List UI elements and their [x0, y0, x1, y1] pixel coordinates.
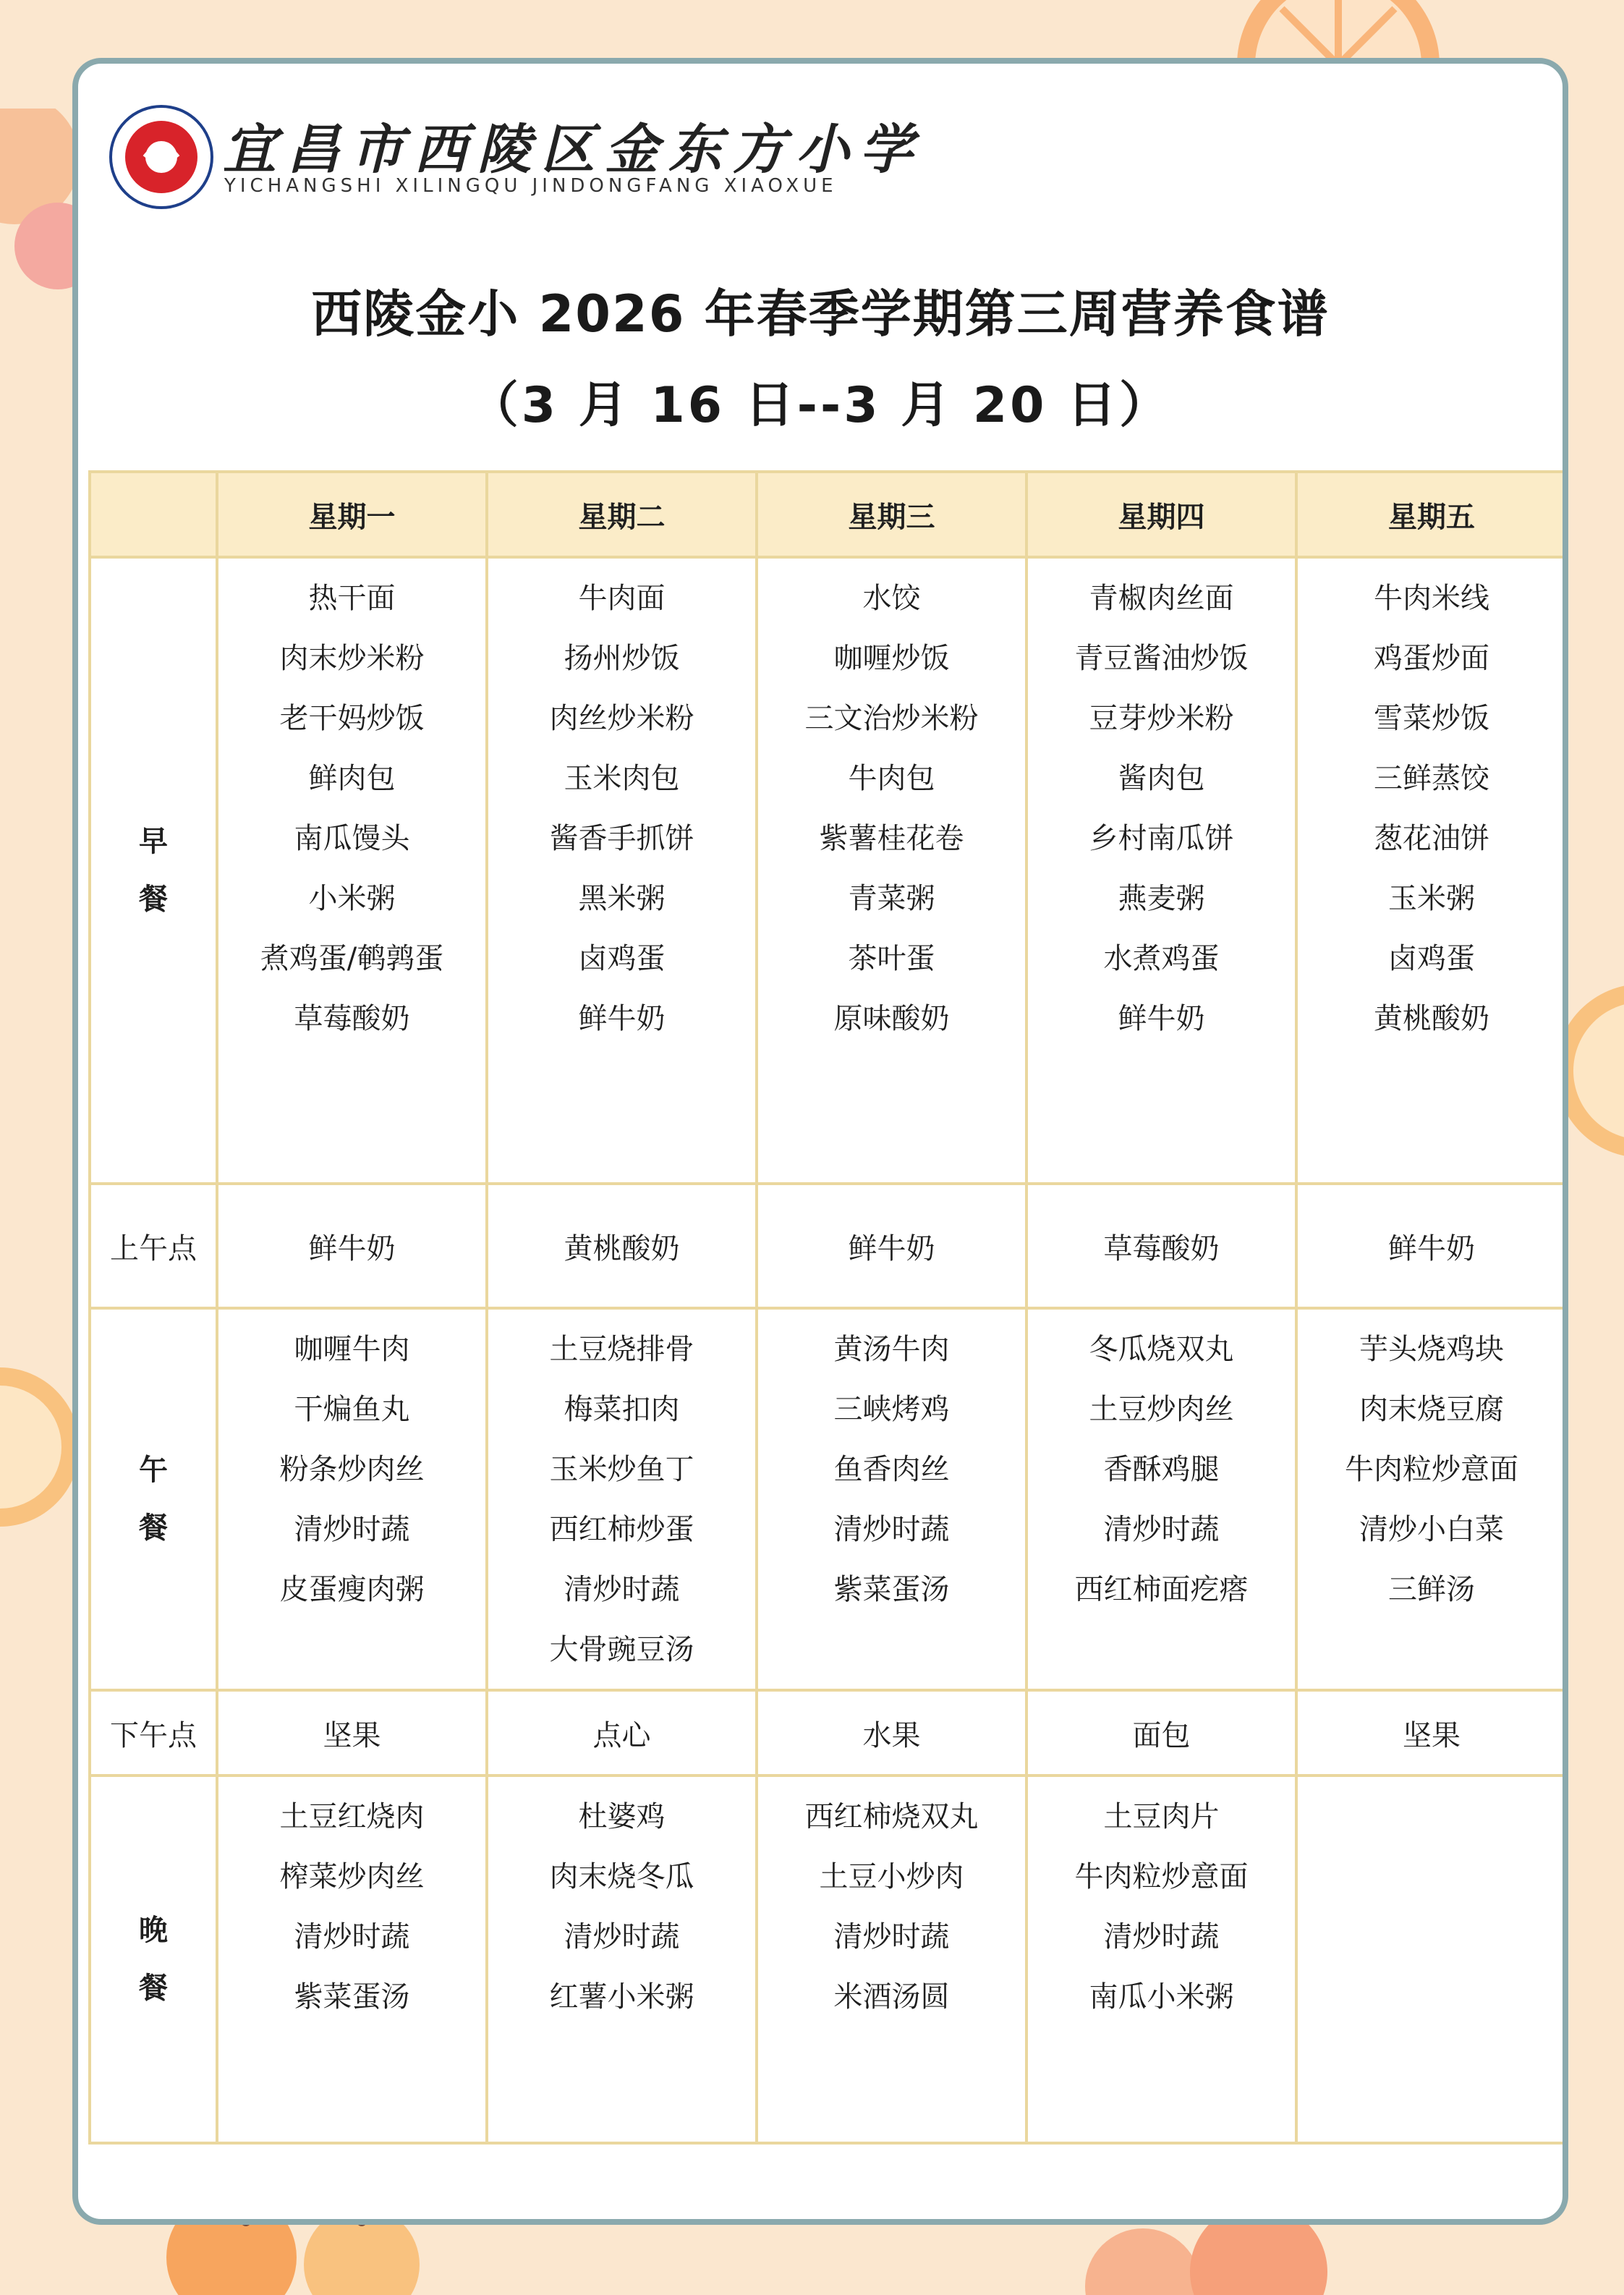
school-name-en: YICHANGSHI XILINGQU JINDONGFANG XIAOXUE — [224, 175, 838, 197]
lunch-row — [90, 1308, 1567, 1690]
menu-item: 鲜牛奶 — [578, 1002, 666, 1035]
menu-card — [72, 58, 1568, 2225]
afternoon-snack-cell: 水果 — [757, 1690, 1026, 1776]
menu-item: 茶叶蛋 — [848, 942, 935, 975]
menu-item: 冬瓜烧双丸 — [1089, 1333, 1234, 1366]
menu-item: 青椒肉丝面 — [1089, 582, 1234, 615]
menu-item: 三峡烤鸡 — [833, 1393, 950, 1426]
menu-item: 鲜肉包 — [308, 762, 396, 795]
menu-item: 酱肉包 — [1118, 762, 1205, 795]
menu-item: 水饺 — [862, 582, 921, 615]
dinner-label: 晚 餐 — [90, 1776, 217, 2143]
menu-item: 豆芽炒米粉 — [1089, 702, 1234, 735]
menu-item: 玉米肉包 — [564, 762, 680, 795]
menu-item: 西红柿面疙瘩 — [1074, 1573, 1249, 1606]
morning-snack-cell: 鲜牛奶 — [757, 1184, 1026, 1308]
menu-item: 西红柿烧双丸 — [804, 1800, 979, 1833]
menu-item: 肉末烧豆腐 — [1359, 1393, 1504, 1426]
menu-item: 清炒时蔬 — [294, 1513, 410, 1546]
menu-item: 黄汤牛肉 — [833, 1333, 950, 1366]
day-header: 星期二 — [487, 472, 757, 557]
menu-item: 肉丝炒米粉 — [549, 702, 694, 735]
menu-item: 酱香手抓饼 — [549, 822, 694, 855]
day-header: 星期三 — [757, 472, 1026, 557]
menu-item: 燕麦粥 — [1118, 882, 1205, 915]
page-title: 西陵金小 2026 年春季学期第三周营养食谱 — [311, 284, 1330, 344]
school-logo-icon — [109, 104, 214, 210]
menu-item: 扬州炒饭 — [564, 642, 680, 675]
menu-item: 鱼香肉丝 — [833, 1453, 950, 1486]
menu-item: 草莓酸奶 — [294, 1002, 410, 1035]
menu-item: 土豆红烧肉 — [279, 1800, 425, 1833]
header-row — [90, 472, 1567, 557]
menu-table — [88, 470, 1568, 2145]
day-header: 星期五 — [1296, 472, 1567, 557]
menu-item: 玉米炒鱼丁 — [549, 1453, 694, 1486]
menu-item: 榨菜炒肉丝 — [279, 1860, 425, 1893]
dinner-cell — [1026, 1776, 1296, 2143]
menu-item: 土豆肉片 — [1103, 1800, 1220, 1833]
menu-item: 肉末炒米粉 — [279, 642, 425, 675]
menu-item: 紫菜蛋汤 — [833, 1573, 950, 1606]
menu-item: 黄桃酸奶 — [1374, 1002, 1489, 1035]
breakfast-row — [90, 557, 1567, 1184]
dinner-cell — [757, 1776, 1026, 2143]
menu-item: 清炒时蔬 — [564, 1920, 680, 1953]
breakfast-cell — [487, 557, 757, 1184]
morning-snack-cell: 鲜牛奶 — [217, 1184, 487, 1308]
afternoon-snack-cell: 坚果 — [217, 1690, 487, 1776]
menu-item: 紫菜蛋汤 — [294, 1980, 410, 2014]
breakfast-label: 早 餐 — [90, 557, 217, 1184]
school-name-cn: 宜昌市西陵区金东方小学 — [223, 119, 923, 181]
menu-item: 土豆烧排骨 — [549, 1333, 694, 1366]
menu-item: 红薯小米粥 — [549, 1980, 694, 2014]
menu-item: 黑米粥 — [578, 882, 666, 915]
menu-item: 皮蛋瘦肉粥 — [279, 1573, 425, 1606]
menu-item: 大骨豌豆汤 — [549, 1633, 694, 1666]
menu-item: 卤鸡蛋 — [1388, 942, 1475, 975]
header-corner — [90, 472, 217, 557]
menu-item: 紫薯桂花卷 — [819, 822, 964, 855]
menu-item: 原味酸奶 — [833, 1002, 950, 1035]
morning-snack-row — [90, 1184, 1567, 1308]
menu-item: 土豆炒肉丝 — [1089, 1393, 1234, 1426]
menu-item: 咖喱炒饭 — [833, 642, 950, 675]
menu-item: 牛肉面 — [578, 582, 666, 615]
afternoon-snack-cell: 面包 — [1026, 1690, 1296, 1776]
menu-item: 三鲜蒸饺 — [1374, 762, 1489, 795]
afternoon-snack-cell: 点心 — [487, 1690, 757, 1776]
menu-item: 煮鸡蛋/鹌鹑蛋 — [260, 942, 444, 975]
menu-item: 鸡蛋炒面 — [1374, 642, 1489, 675]
menu-item: 清炒时蔬 — [833, 1513, 950, 1546]
menu-item: 青菜粥 — [848, 882, 935, 915]
menu-item: 咖喱牛肉 — [294, 1333, 410, 1366]
menu-item: 小米粥 — [308, 882, 396, 915]
breakfast-cell — [1026, 557, 1296, 1184]
dinner-row — [90, 1776, 1567, 2143]
breakfast-cell — [1296, 557, 1567, 1184]
menu-item: 鲜牛奶 — [1118, 1002, 1205, 1035]
menu-item: 雪菜炒饭 — [1374, 702, 1489, 735]
menu-item: 青豆酱油炒饭 — [1074, 642, 1249, 675]
lunch-cell — [1296, 1308, 1567, 1690]
menu-item: 卤鸡蛋 — [578, 942, 666, 975]
menu-item: 粉条炒肉丝 — [279, 1453, 425, 1486]
menu-item: 清炒时蔬 — [564, 1573, 680, 1606]
menu-item: 清炒小白菜 — [1359, 1513, 1504, 1546]
dinner-cell — [217, 1776, 487, 2143]
dinner-cell — [1296, 1776, 1567, 2143]
morning-snack-cell: 鲜牛奶 — [1296, 1184, 1567, 1308]
menu-item: 西红柿炒蛋 — [549, 1513, 694, 1546]
menu-item: 三鲜汤 — [1388, 1573, 1475, 1606]
menu-item: 三文治炒米粉 — [804, 702, 979, 735]
dinner-cell — [487, 1776, 757, 2143]
afternoon-snack-cell: 坚果 — [1296, 1690, 1567, 1776]
menu-item: 乡村南瓜饼 — [1089, 822, 1234, 855]
afternoon-snack-label: 下午点 — [90, 1690, 217, 1776]
menu-item: 清炒时蔬 — [294, 1920, 410, 1953]
day-header: 星期四 — [1026, 472, 1296, 557]
menu-item: 肉末烧冬瓜 — [549, 1860, 694, 1893]
menu-item: 南瓜馒头 — [294, 822, 410, 855]
lunch-cell — [757, 1308, 1026, 1690]
menu-item: 牛肉包 — [848, 762, 935, 795]
breakfast-cell — [757, 557, 1026, 1184]
morning-snack-cell: 草莓酸奶 — [1026, 1184, 1296, 1308]
menu-item: 葱花油饼 — [1374, 822, 1489, 855]
menu-item: 杜婆鸡 — [578, 1800, 666, 1833]
morning-snack-cell: 黄桃酸奶 — [487, 1184, 757, 1308]
menu-item: 老干妈炒饭 — [279, 702, 425, 735]
menu-item: 芋头烧鸡块 — [1359, 1333, 1504, 1366]
menu-item: 热干面 — [308, 582, 396, 615]
menu-item: 南瓜小米粥 — [1089, 1980, 1234, 2014]
menu-item: 清炒时蔬 — [1103, 1513, 1220, 1546]
menu-item: 土豆小炒肉 — [819, 1860, 964, 1893]
menu-item: 牛肉粒炒意面 — [1345, 1453, 1518, 1486]
menu-item: 清炒时蔬 — [833, 1920, 950, 1953]
menu-item: 玉米粥 — [1388, 882, 1475, 915]
menu-item: 清炒时蔬 — [1103, 1920, 1220, 1953]
menu-item: 米酒汤圆 — [833, 1980, 950, 2014]
lunch-cell — [487, 1308, 757, 1690]
lunch-cell — [1026, 1308, 1296, 1690]
lunch-label: 午 餐 — [90, 1308, 217, 1690]
breakfast-cell — [217, 557, 487, 1184]
morning-snack-label: 上午点 — [90, 1184, 217, 1308]
date-range: （3 月 16 日--3 月 20 日） — [469, 377, 1172, 434]
menu-item: 牛肉粒炒意面 — [1074, 1860, 1249, 1893]
afternoon-snack-row — [90, 1690, 1567, 1776]
menu-item: 水煮鸡蛋 — [1103, 942, 1220, 975]
menu-item: 牛肉米线 — [1374, 582, 1489, 615]
lunch-cell — [217, 1308, 487, 1690]
menu-item: 干煸鱼丸 — [294, 1393, 410, 1426]
menu-item: 香酥鸡腿 — [1103, 1453, 1220, 1486]
day-header: 星期一 — [217, 472, 487, 557]
menu-item: 梅菜扣肉 — [564, 1393, 680, 1426]
